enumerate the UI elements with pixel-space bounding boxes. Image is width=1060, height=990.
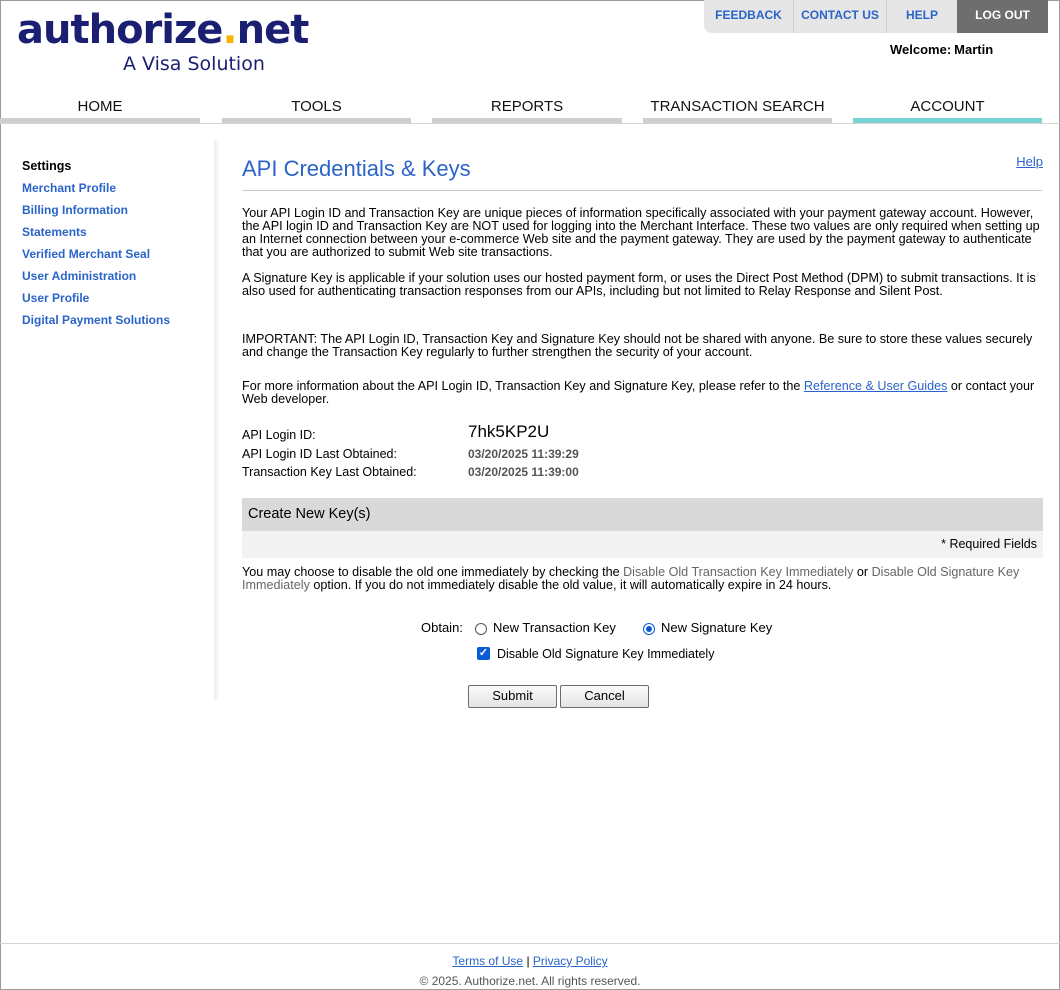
disable-note-paragraph <box>242 566 1045 592</box>
help-link[interactable]: Help <box>1016 154 1043 169</box>
nav-divider <box>0 123 1060 124</box>
page-title: API Credentials & Keys <box>242 156 471 181</box>
disable-old-signature-key-checkbox[interactable]: ✓ <box>478 647 489 659</box>
disable-note-or: or <box>853 565 872 579</box>
cancel-button[interactable]: Cancel <box>560 685 649 708</box>
nav-tab-account[interactable] <box>853 95 1042 123</box>
signature-key-paragraph: A Signature Key is applicable if your solution uses our hosted payment form, or uses the Direct Post Method (DPM) to submit transactions. It is also used for authenticating transaction responses from our APIs, including but not limited to Relay Response and Silent Post. <box>242 271 1036 298</box>
nav-tab-tools-label: TOOLS <box>291 98 342 115</box>
disable-note-text: You may choose to disable the old one immediately by checking the <box>242 565 624 579</box>
important-notice-paragraph: IMPORTANT: The API Login ID, Transaction Key and Signature Key should not be shared with anyone. Be sure to store these values securely and change the Transaction Key regularly to further strengthen the security of your account. <box>242 332 1033 359</box>
api-login-id-label: API Login ID: <box>242 428 316 442</box>
sidebar-item-user-administration[interactable]: User Administration <box>22 269 137 283</box>
more-info-text: For more information about the API Login ID, Transaction Key and Signature Key, please refer to the <box>242 379 804 393</box>
sidebar-item-user-profile[interactable]: User Profile <box>22 291 90 305</box>
disable-transaction-key-ref: Disable Old Transaction Key Immediately <box>623 565 854 579</box>
footer-links <box>0 954 1060 968</box>
required-fields-bar <box>242 531 1043 558</box>
logo-tld-text: net <box>236 7 309 53</box>
settings-sidebar <box>22 158 212 334</box>
nav-tab-reports[interactable] <box>432 95 622 123</box>
create-new-keys-header: Create New Key(s) <box>242 498 1043 531</box>
transaction-key-obtained-label: Transaction Key Last Obtained: <box>242 465 417 479</box>
welcome-message <box>890 42 993 57</box>
disable-signature-key-ref: Disable Old Signature Key Immediately <box>242 565 1020 592</box>
feedback-link[interactable]: FEEDBACK <box>704 0 793 33</box>
disable-old-signature-key-label[interactable]: Disable Old Signature Key Immediately <box>497 647 715 661</box>
new-transaction-key-radio[interactable] <box>475 623 487 635</box>
logo-main-text: authorize <box>17 7 223 53</box>
footer-divider <box>0 943 1060 944</box>
sidebar-item-digital-payment-solutions[interactable]: Digital Payment Solutions <box>22 313 171 327</box>
top-utility-links <box>704 0 1048 33</box>
log-out-link[interactable]: LOG OUT <box>957 0 1048 33</box>
sidebar-item-billing-information[interactable]: Billing Information <box>22 203 128 217</box>
footer-separator: | <box>526 954 530 968</box>
new-signature-key-label[interactable]: New Signature Key <box>661 620 773 635</box>
sidebar-item-statements[interactable]: Statements <box>22 225 87 239</box>
title-divider <box>242 190 1042 191</box>
submit-button[interactable]: Submit <box>468 685 557 708</box>
terms-of-use-link[interactable]: Terms of Use <box>452 954 524 968</box>
welcome-user: Martin <box>954 42 994 57</box>
nav-tab-account-label: ACCOUNT <box>910 98 985 115</box>
nav-tab-transaction-search[interactable] <box>643 95 832 123</box>
footer-copyright: © 2025. Authorize.net. All rights reserved. <box>419 974 641 988</box>
sidebar-item-merchant-profile[interactable]: Merchant Profile <box>22 181 117 195</box>
welcome-label: Welcome: <box>890 42 952 57</box>
sidebar-item-verified-merchant-seal[interactable]: Verified Merchant Seal <box>22 247 151 261</box>
authorize-net-logo[interactable] <box>17 8 307 80</box>
privacy-policy-link[interactable]: Privacy Policy <box>532 954 608 968</box>
new-transaction-key-label[interactable]: New Transaction Key <box>493 620 616 635</box>
contact-us-link[interactable]: CONTACT US <box>794 0 886 33</box>
nav-tab-reports-label: REPORTS <box>490 98 564 115</box>
transaction-key-obtained-value: 03/20/2025 11:39:00 <box>468 465 579 479</box>
help-top-link[interactable]: HELP <box>887 0 957 33</box>
api-description-paragraph: Your API Login ID and Transaction Key are unique pieces of information specifically associated with your payment gateway account. However, the API login ID and Transaction Key are NOT used for logging into the Merchant Interface. These two values are only required when setting up an Internet connection between your e-commerce Web site and the payment gateway. They are used by the payment gateway to authenticate that you are authorized to submit Web site transactions. <box>242 206 1040 259</box>
more-info-text-end: or contact your Web developer. <box>242 379 1035 406</box>
logo-wordmark <box>17 8 308 52</box>
nav-tab-home-label: HOME <box>77 98 123 115</box>
login-obtained-value: 03/20/2025 11:39:29 <box>468 447 579 461</box>
new-signature-key-radio[interactable] <box>643 623 655 635</box>
nav-tab-transaction-search-label: TRANSACTION SEARCH <box>650 98 825 115</box>
sidebar-title: Settings <box>22 159 72 173</box>
sidebar-divider <box>214 140 220 700</box>
disable-note-text-end: option. If you do not immediately disable the old value, it will automatically expire in 24 hours. <box>309 578 832 592</box>
main-nav <box>0 95 1060 123</box>
required-fields-note: * Required Fields <box>941 537 1037 551</box>
logo-dot: . <box>222 7 237 53</box>
logo-tagline: A Visa Solution <box>123 53 265 75</box>
login-obtained-label: API Login ID Last Obtained: <box>242 447 397 461</box>
nav-tab-home[interactable] <box>0 95 200 123</box>
reference-guides-link[interactable]: Reference & User Guides <box>803 379 948 393</box>
obtain-label: Obtain: <box>421 620 463 635</box>
more-info-paragraph <box>242 380 1045 406</box>
api-login-id-value: 7hk5KP2U <box>468 422 550 441</box>
nav-tab-tools[interactable] <box>222 95 411 123</box>
